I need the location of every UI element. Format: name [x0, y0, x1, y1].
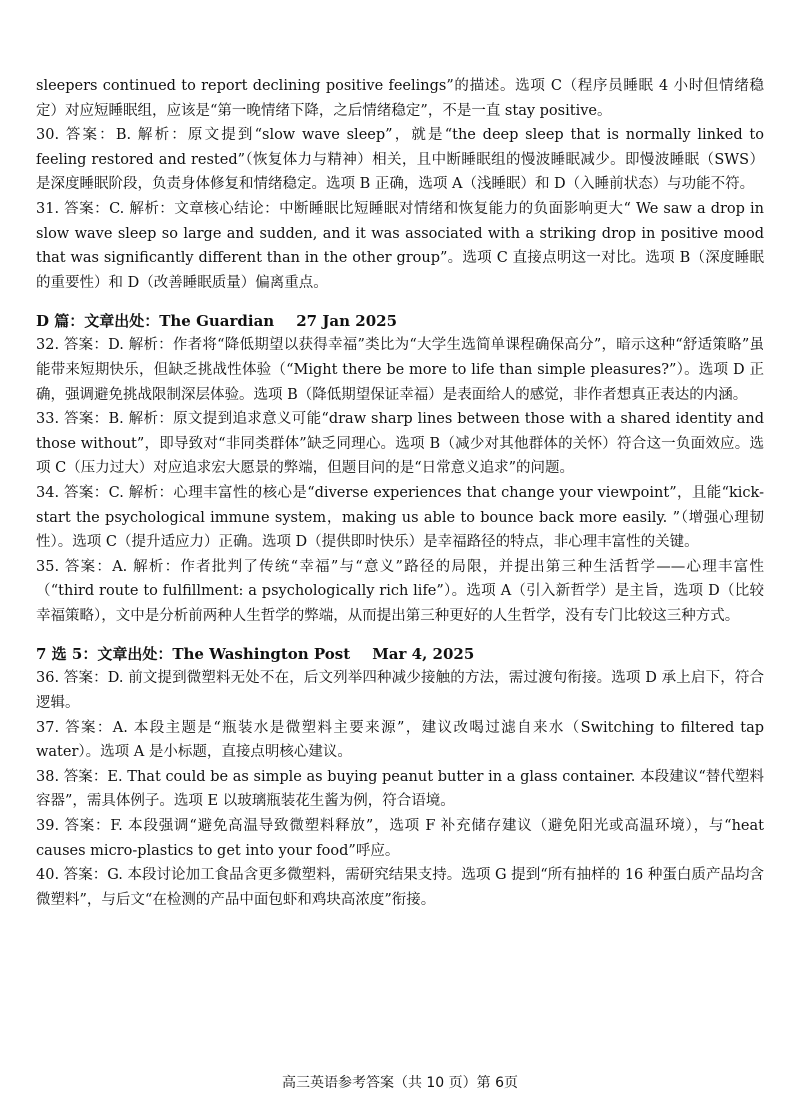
answer-31: 31. 答案：C. 解析：文章核心结论：中断睡眠比短睡眠对情绪和恢复能力的负面影响更大“ We saw a drop in slow wave sleep so large and sudden, and it was associated with a striking drop in positive mood that was significantly different than in the other group”。选项 C 直接点明这一对比。选项 B（深度睡眠的重要性）和 D（改善睡眠质量）偏离重点。 [36, 200, 764, 291]
section-d-heading [36, 309, 764, 333]
section-d-title: D 篇：文章出处：The Guardian [36, 312, 275, 331]
continuation-paragraph: sleepers continued to report declining positive feelings”的描述。选项 C（程序员睡眠 4 小时但情绪稳定）对应短睡眠组，应该是“第一晚情绪下降，之后情绪稳定”，不是一直 stay positive。 [36, 78, 764, 119]
answer-34: 34. 答案：C. 解析：心理丰富性的核心是“diverse experiences that change your viewpoint”，且能“kick-start the psychological immune system，making us able to bounce back more easily. ”（增强心理韧性）。选项 C（提升适应力）正确。选项 D（提供即时快乐）是幸福路径的特点，非心理丰富性的关键。 [36, 484, 764, 551]
seven-choose-five-date: Mar 4, 2025 [372, 645, 475, 664]
page-footer: 高三英语参考答案（共 10 页）第 6页 [281, 1075, 519, 1091]
seven-choose-five-heading [36, 642, 764, 666]
answer-36: 36. 答案：D. 前文提到微塑料无处不在，后文列举四种减少接触的方法，需过渡句衔接。选项 D 承上启下，符合逻辑。 [36, 670, 764, 712]
answer-30: 30. 答案：B. 解析：原文提到“slow wave sleep”，就是“the deep sleep that is normally linked to feeling restored and rested”（恢复体力与精神）相关，且中断睡眠组的慢波睡眠减少。即慢波睡眠（SWS）是深度睡眠阶段，负责身体修复和情绪稳定。选项 B 正确，选项 A（浅睡眠）和 D（入睡前状态）与功能不符。 [36, 127, 764, 193]
answer-key-page [36, 74, 764, 912]
answer-38: 38. 答案：E. That could be as simple as buying peanut butter in a glass container. 本段建议“替代塑料容器”，需具体例子。选项 E 以玻璃瓶装花生酱为例，符合语境。 [36, 768, 764, 810]
seven-choose-five-title: 7 选 5：文章出处：The Washington Post [36, 645, 351, 664]
answer-37: 37. 答案：A. 本段主题是“瓶装水是微塑料主要来源”，建议改喝过滤自来水（Switching to filtered tap water）。选项 A 是小标题，直接点明核心建议。 [36, 719, 764, 761]
answer-39: 39. 答案：F. 本段强调“避免高温导致微塑料释放”，选项 F 补充储存建议（避免阳光或高温环境），与“heat causes micro-plastics to get into your food”呼应。 [36, 818, 764, 859]
answer-32: 32. 答案：D. 解析：作者将“降低期望以获得幸福”类比为“大学生选简单课程确保高分”，暗示这种“舒适策略”虽能带来短期快乐，但缺乏挑战性体验（“Might there be more to life than simple pleasures?”）。选项 D 正确，强调避免挑战限制深层体验。选项 B（降低期望保证幸福）是表面给人的感觉，非作者想真正表达的内涵。 [36, 337, 764, 403]
answer-40: 40. 答案：G. 本段讨论加工食品含更多微塑料，需研究结果支持。选项 G 提到“所有抽样的 16 种蛋白质产品均含微塑料”，与后文“在检测的产品中面包虾和鸡块高浓度”衔接。 [36, 867, 764, 908]
answer-33: 33. 答案：B. 解析：原文提到追求意义可能“draw sharp lines between those with a shared identity and those without”，即导致对“非同类群体”缺乏同理心。选项 B（减少对其他群体的关怀）符合这一负面效应。选项 C（压力过大）对应追求宏大愿景的弊端，但题目问的是“日常意义追求”的问题。 [36, 411, 764, 477]
section-d-date: 27 Jan 2025 [296, 312, 398, 331]
answer-35: 35. 答案：A. 解析：作者批判了传统“幸福”与“意义”路径的局限，并提出第三种生活哲学——心理丰富性（“third route to fulfillment: a psychologically rich life”）。选项 A（引入新哲学）是主旨，选项 D（比较幸福策略），文中是分析前两种人生哲学的弊端，从而提出第三种更好的人生哲学，没有专门比较这三种方式。 [36, 558, 764, 624]
